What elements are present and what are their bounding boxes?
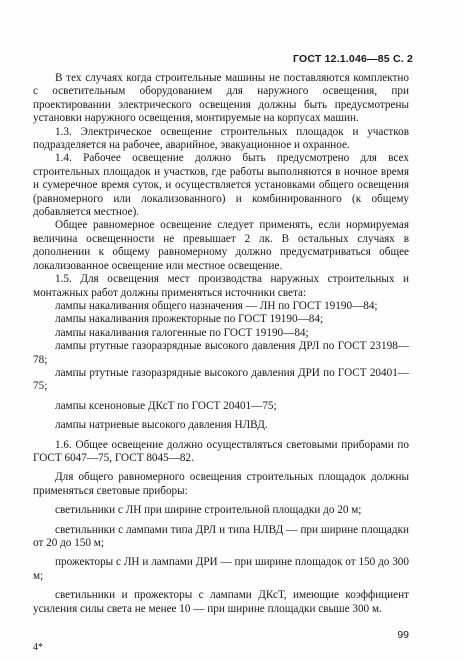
paragraph: 1.4. Рабочее освещение должно быть предусмотрено для всех строительных площадок и участков, где работы выполняются в ночное время и сумеречное время суток, и осуществляется установками общего освещения (равномерного или локализованного) и комбинированного (к общему добавляется местное). <box>33 152 409 219</box>
paragraph: Общее равномерное освещение следует применять, если нормируемая величина освещенности не превышает 2 лк. В остальных случаях в дополнении к общему равномерному должно предусматриваться общее локализованное освещение или местное освещение. <box>33 219 409 272</box>
page-number: 99 <box>397 629 409 641</box>
list-item: светильники и прожекторы с лампами ДКсТ, имеющие коэффициент усиления силы света не менее 10 — при ширине площадки свыше 300 м. <box>33 589 409 615</box>
list-item: прожекторы с ЛН и лампами ДРИ — при ширине площадок от 150 до 300 м; <box>33 556 409 582</box>
list-item: светильники с лампами типа ДРЛ и типа НЛВД — при ширине площадки от 20 до 150 м; <box>33 523 409 549</box>
paragraph: В тех случаях когда строительные машины не поставляются комплектно с осветительным оборудованием для наружного освещения, при проектировании электрического освещения должны быть предусмотрены установки наружного освещения, монтируемые на корпусах машин. <box>33 72 409 125</box>
list-item: лампы ртутные газоразрядные высокого давления ДРИ по ГОСТ 20401—75; <box>33 366 409 393</box>
paragraph: 1.3. Электрическое освещение строительных площадок и участков подразделяется на рабочее, аварийное, эвакуационное и охранное. <box>33 125 409 152</box>
list-item: лампы накаливания общего назначения — ЛН по ГОСТ 19190—84; <box>55 299 378 312</box>
paragraph: 1.5. Для освещения мест производства наружных строительных и монтажных работ должны применяться источники света: <box>33 273 409 299</box>
page-header: ГОСТ 12.1.046—85 С. 2 <box>292 53 413 65</box>
list-item: светильники с ЛН при ширине строительной площадки до 20 м; <box>55 504 362 517</box>
list-item: лампы накаливания прожекторные по ГОСТ 19190—84; <box>55 313 324 326</box>
paragraph: Для общего равномерного освещения строительных площадок должны применяться световые приборы: <box>33 471 409 497</box>
list-item: лампы ксеноновые ДКсТ по ГОСТ 20401—75; <box>55 399 277 412</box>
list-item: лампы ртутные газоразрядные высокого давления ДРЛ по ГОСТ 23198—78; <box>33 340 409 366</box>
list-item: лампы натриевые высокого давления НЛВД. <box>55 419 268 432</box>
paragraph: 1.6. Общее освещение должно осуществляться световыми приборами по ГОСТ 6047—75, ГОСТ 8045—82. <box>33 438 409 464</box>
document-body <box>33 72 409 616</box>
list-item: лампы накаливания галогенные по ГОСТ 19190—84; <box>55 326 309 339</box>
footer-mark: 4* <box>33 642 43 653</box>
